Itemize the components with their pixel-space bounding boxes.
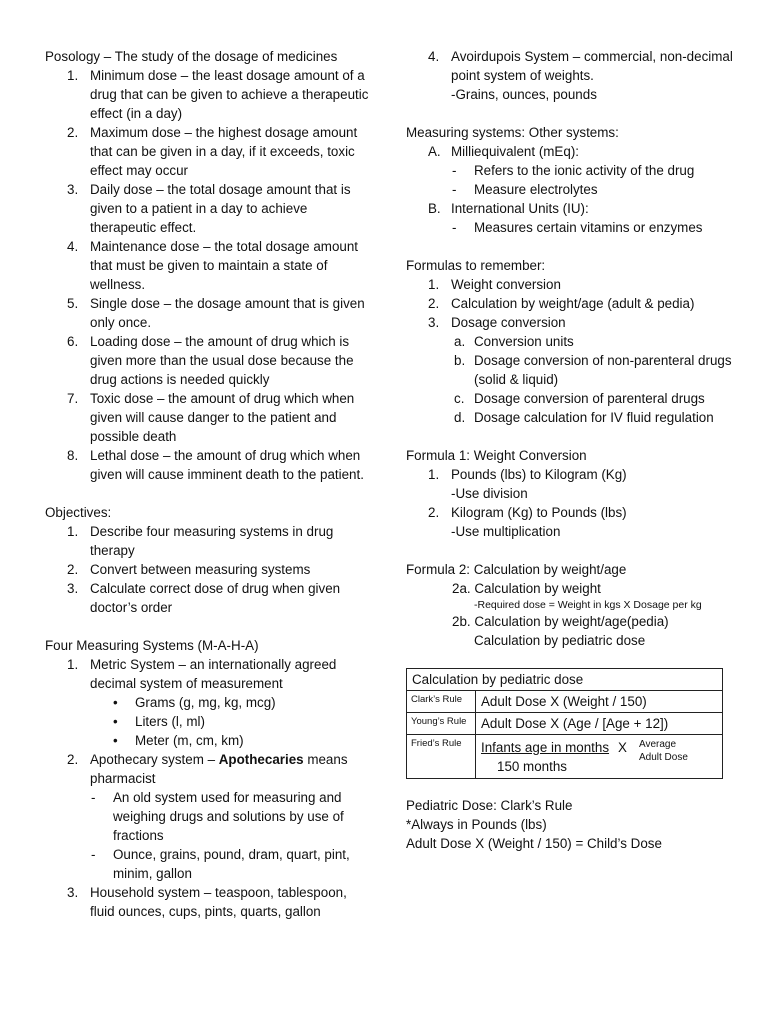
formula2b: 2b. Calculation by weight/age(pedia)	[452, 614, 669, 629]
fried-denominator: 150 months	[497, 759, 567, 774]
list-item: 1. Minimum dose – the least dosage amount of a drug that can be given to achieve a therapeutic effect (in a day)	[67, 68, 369, 121]
formula1-sub: -Use division	[451, 486, 528, 501]
pediatric-dose-table	[406, 668, 723, 779]
table-row	[407, 691, 723, 713]
young-rule-formula: Adult Dose X (Age / [Age + 12])	[476, 713, 723, 735]
clark-note: *Always in Pounds (lbs)	[406, 817, 547, 832]
list-item: b. Dosage conversion of non-parenteral drugs (solid & liquid)	[454, 353, 732, 387]
right-column	[406, 47, 736, 650]
list-item: • Liters (l, ml)	[113, 714, 205, 729]
list-item: d. Dosage calculation for IV fluid regulation	[454, 410, 714, 425]
other-systems-title: Measuring systems: Other systems:	[406, 125, 619, 140]
list-item: 1. Describe four measuring systems in drug therapy	[67, 524, 334, 558]
formulas-title: Formulas to remember:	[406, 258, 546, 273]
list-item-household: 3. Household system – teaspoon, tablespoon, fluid ounces, cups, pints, quarts, gallon	[67, 885, 347, 919]
table-row	[407, 735, 723, 779]
formula2b-sub: Calculation by pediatric dose	[474, 633, 646, 648]
list-item: 2. Kilogram (Kg) to Pounds (lbs)	[428, 505, 627, 520]
list-item: 2. Calculation by weight/age (adult & pedia)	[428, 296, 695, 311]
clark-formula: Adult Dose X (Weight / 150) = Child’s Dose	[406, 836, 662, 851]
dash-icon: -	[91, 790, 96, 805]
list-item: 8. Lethal dose – the amount of drug which when given will cause imminent death to the patient.	[67, 448, 364, 482]
list-item: 7. Toxic dose – the amount of drug which when given will cause danger to the patient and possible death	[67, 391, 355, 444]
list-item-meq: A. Milliequivalent (mEq):	[428, 144, 579, 159]
list-item: • Meter (m, cm, km)	[113, 733, 244, 748]
clark-rule-formula: Adult Dose X (Weight / 150)	[476, 691, 723, 713]
young-rule-label: Young’s Rule	[407, 713, 476, 735]
list-item: 3. Daily dose – the total dosage amount that is given to a patient in a day to achieve therapeutic effect.	[67, 182, 351, 235]
list-item: - An old system used for measuring and weighing drugs and solutions by use of fractions	[91, 790, 344, 843]
list-item: 1. Pounds (lbs) to Kilogram (Kg)	[428, 467, 627, 482]
posology-list	[45, 66, 370, 484]
fried-average-dose: Average Adult Dose	[638, 739, 688, 763]
list-item: 3. Calculate correct dose of drug when given doctor’s order	[67, 581, 341, 615]
formula2a-note: -Required dose = Weight in kgs X Dosage per kg	[474, 599, 702, 611]
fried-rule-formula	[476, 735, 723, 779]
measuring-systems-title: Four Measuring Systems (M-A-H-A)	[45, 638, 259, 653]
table-row	[407, 713, 723, 735]
list-item: 6. Loading dose – the amount of drug which is given more than the usual dose because the drug actions is needed quickly	[67, 334, 354, 387]
left-column	[45, 47, 370, 921]
list-item: - Measure electrolytes	[452, 182, 598, 197]
objectives-title: Objectives:	[45, 505, 112, 520]
list-item: c. Dosage conversion of parenteral drugs	[454, 391, 705, 406]
list-item: - Refers to the ionic activity of the drug	[452, 163, 695, 178]
bullet-icon: •	[113, 695, 118, 710]
list-item: 3. Dosage conversion	[428, 315, 566, 330]
formula2-title: Formula 2: Calculation by weight/age	[406, 562, 627, 577]
dash-icon: -	[91, 847, 96, 862]
clark-rule-label: Clark’s Rule	[407, 691, 476, 713]
fried-numerator: Infants age in months	[481, 740, 610, 755]
formula1-title: Formula 1: Weight Conversion	[406, 448, 587, 463]
list-item: 2. Convert between measuring systems	[67, 562, 311, 577]
fried-rule-label: Fried’s Rule	[407, 735, 476, 779]
list-item: - Measures certain vitamins or enzymes	[452, 220, 703, 235]
clark-rule-notes	[406, 796, 736, 853]
list-item: 5. Single dose – the dosage amount that is given only once.	[67, 296, 365, 330]
table-header: Calculation by pediatric dose	[407, 669, 723, 691]
objectives-list	[45, 522, 370, 617]
list-item: 1. Weight conversion	[428, 277, 561, 292]
dash-icon: -	[452, 220, 457, 235]
bullet-icon: •	[113, 714, 118, 729]
list-item: - Ounce, grains, pound, dram, quart, pint, minim, gallon	[91, 847, 350, 881]
list-item: • Grams (g, mg, kg, mcg)	[113, 695, 276, 710]
formula2a: 2a. Calculation by weight	[452, 581, 601, 596]
avoirdupois-sub: -Grains, ounces, pounds	[451, 87, 597, 102]
bullet-icon: •	[113, 733, 118, 748]
dash-icon: -	[452, 182, 457, 197]
list-item: 2. Maximum dose – the highest dosage amount that can be given in a day, if it exceeds, toxic effect may occur	[67, 125, 358, 178]
formula1-sub: -Use multiplication	[451, 524, 561, 539]
dash-icon: -	[452, 163, 457, 178]
posology-title: Posology – The study of the dosage of medicines	[45, 49, 338, 64]
list-item-avoirdupois: 4. Avoirdupois System – commercial, non-decimal point system of weights.	[428, 49, 733, 83]
table-row	[407, 669, 723, 691]
list-item-apothecary: 2. Apothecary system – Apothecaries means pharmacist	[67, 752, 348, 786]
clark-title: Pediatric Dose: Clark’s Rule	[406, 798, 573, 813]
fried-multiply: X	[618, 740, 627, 755]
list-item: 4. Maintenance dose – the total dosage amount that must be given to maintain a state of wellness.	[67, 239, 359, 292]
list-item-iu: B. International Units (IU):	[428, 201, 589, 216]
list-item-metric: 1. Metric System – an internationally agreed decimal system of measurement	[67, 657, 337, 691]
list-item: a. Conversion units	[454, 334, 574, 349]
